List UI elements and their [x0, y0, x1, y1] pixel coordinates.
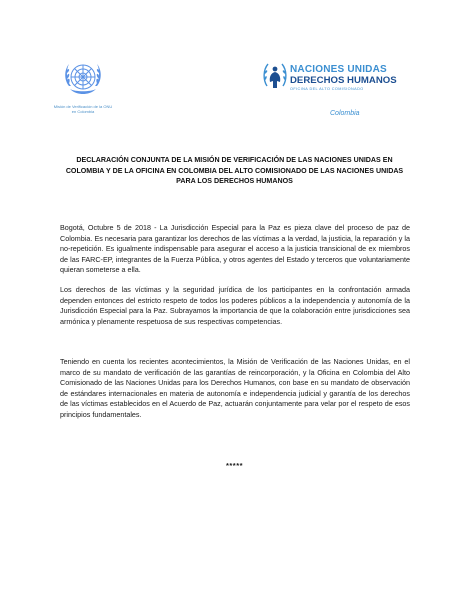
ohchr-emblem-icon	[262, 60, 288, 94]
paragraph-1: Bogotá, Octubre 5 de 2018 - La Jurisdicción Especial para la Paz es pieza clave del proceso de paz de Colombia. Es necesaria para garantizar los derechos de las víctimas a la verdad, la justicia, la reparación y la no-repetición. Es igualmente indispensable para asegurar el acceso a la justicia transicional de ex miembros de las FARC-EP, integrantes de la Fuerza Pública, y otros agentes del Estado y terceros que voluntariamente quieran someterse a ella.	[60, 223, 410, 275]
ohchr-country-label: Colombia	[330, 110, 360, 117]
un-verification-mission-logo	[52, 56, 112, 114]
ohchr-line-human-rights: DERECHOS HUMANOS	[290, 75, 397, 86]
un-emblem-icon	[60, 56, 106, 102]
paragraph-2: Los derechos de las víctimas y la seguridad jurídica de los participantes en la confrontación armada dependen entonces del estricto respeto de todos los poderes públicos a la independencia y autonomía de la Jurisdicción Especial para la Paz. Subrayamos la importancia de que la colaboración entre jurisdicciones sea armónica y plenamente respetuosa de sus respectivas competencias.	[60, 285, 410, 326]
closing-mark: *****	[225, 461, 244, 470]
paragraph-3: Teniendo en cuenta los recientes acontecimientos, la Misión de Verificación de las Naciones Unidas, en el marco de su mandato de verificación de las garantías de reincorporación, y la Oficina en Colombia del Alto Comisionado de las Naciones Unidas para los Derechos Humanos, con base en su mandato de observación de estándares internacionales en materia de autonomía e independencia judicial y garantía de los derechos de las víctimas establecidos en el Acuerdo de Paz, actuarán conjuntamente para velar por el respeto de esos principios fundamentales.	[60, 357, 410, 419]
declaration-title: DECLARACIÓN CONJUNTA DE LA MISIÓN DE VERIFICACIÓN DE LAS NACIONES UNIDAS EN COLOMBIA Y DE LA OFICINA EN COLOMBIA DEL ALTO COMISIONADO DE LAS NACIONES UNIDAS PARA LOS DERECHOS HUMANOS	[65, 156, 404, 185]
ohchr-line-office: OFICINA DEL ALTO COMISIONADO	[290, 87, 364, 91]
ohchr-line-un: NACIONES UNIDAS	[290, 64, 387, 75]
left-logo-caption: Misión de Verificación de la ONU en Colombia	[53, 104, 113, 114]
ohchr-logo	[262, 60, 422, 118]
